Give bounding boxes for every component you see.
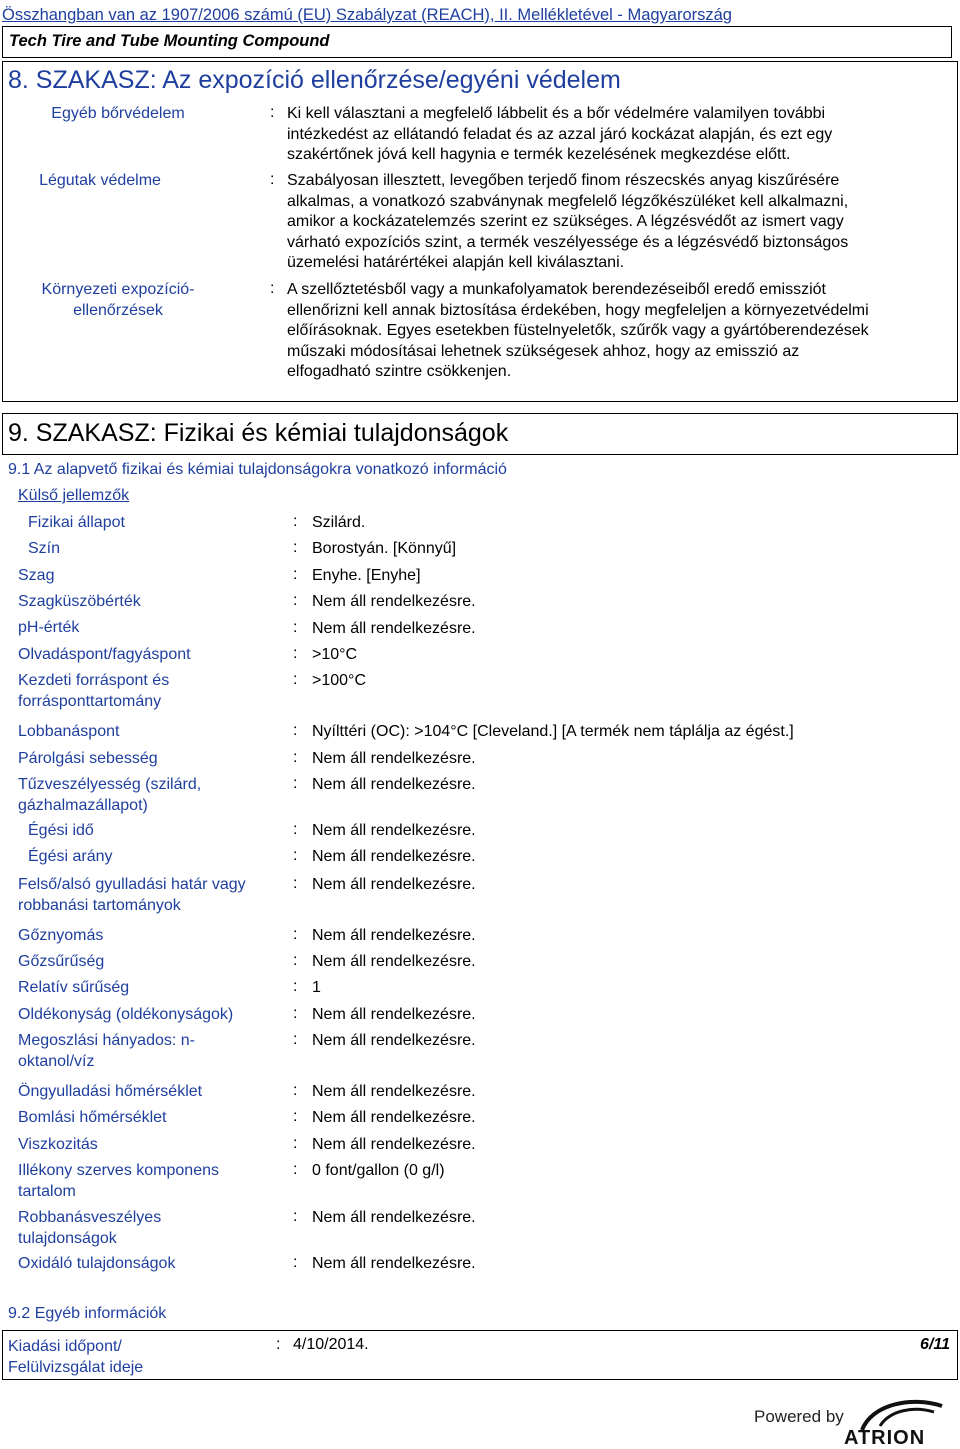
prop-value: 1 <box>312 979 321 996</box>
footer-box <box>2 1330 958 1380</box>
section9-title: 9. SZAKASZ: Fizikai és kémiai tulajdonságok <box>8 419 509 447</box>
product-name-box <box>2 26 952 58</box>
prop-value: Nem áll rendelkezésre. <box>312 822 476 839</box>
respiratory-protection-label: Légutak védelme <box>39 172 161 189</box>
colon: : <box>276 1336 281 1353</box>
prop-label: Szag <box>18 567 55 584</box>
prop-label: Fizikai állapot <box>28 514 125 531</box>
section9-subheading: 9.1 Az alapvető fizikai és kémiai tulajdonságokra vonatkozó információ <box>8 461 507 478</box>
regulation-header: Összhangban van az 1907/2006 számú (EU) Szabályzat (REACH), II. Mellékletével - Magyarország <box>2 6 732 24</box>
colon: : <box>293 749 298 766</box>
colon: : <box>293 1254 298 1271</box>
prop-label: Megoszlási hányados: n-oktanol/víz <box>18 1032 195 1070</box>
prop-value: Nem áll rendelkezésre. <box>312 593 476 610</box>
prop-value: Nem áll rendelkezésre. <box>312 1006 476 1023</box>
colon: : <box>293 978 298 995</box>
prop-value: Nem áll rendelkezésre. <box>312 620 476 637</box>
prop-value: Nyílttéri (OC): >104°C [Cleveland.] [A termék nem táplálja az égést.] <box>312 723 794 740</box>
prop-label: Olvadáspont/fagyáspont <box>18 646 191 663</box>
colon: : <box>293 1208 298 1225</box>
prop-label: Öngyulladási hőmérséklet <box>18 1083 203 1100</box>
prop-label: Gőzsűrűség <box>18 953 105 970</box>
colon: : <box>293 1108 298 1125</box>
prop-value: Borostyán. [Könnyű] <box>312 540 457 557</box>
colon: : <box>293 952 298 969</box>
prop-label: pH-érték <box>18 619 80 636</box>
prop-value: Nem áll rendelkezésre. <box>312 927 476 944</box>
prop-label: Robbanásveszélyes tulajdonságok <box>18 1209 162 1247</box>
colon: : <box>293 722 298 739</box>
prop-label: Lobbanáspont <box>18 723 120 740</box>
brand-text: ATRION <box>844 1427 926 1446</box>
colon: : <box>293 513 298 530</box>
prop-label: Szagküszöbérték <box>18 593 141 610</box>
atrion-logo-icon <box>752 1396 958 1446</box>
colon: : <box>293 821 298 838</box>
prop-label: Égési arány <box>28 848 113 865</box>
prop-label: Bomlási hőmérséklet <box>18 1109 167 1126</box>
issue-date-label: Kiadási időpont/ Felülvizsgálat ideje <box>8 1338 144 1376</box>
appearance-heading: Külső jellemzők <box>18 487 130 504</box>
skin-protection-label: Egyéb bőrvédelem <box>51 105 185 122</box>
prop-value: Nem áll rendelkezésre. <box>312 750 476 767</box>
prop-value: Nem áll rendelkezésre. <box>312 1255 476 1272</box>
colon: : <box>293 671 298 688</box>
colon: : <box>293 539 298 556</box>
colon: : <box>293 926 298 943</box>
prop-label: Oldékonyság (oldékonyságok) <box>18 1006 234 1023</box>
prop-label: Kezdeti forráspont és forrásponttartomány <box>18 672 170 710</box>
colon: : <box>293 875 298 892</box>
prop-label: Viszkozitás <box>18 1136 98 1153</box>
prop-label: Szín <box>28 540 61 557</box>
prop-value: Szilárd. <box>312 514 366 531</box>
prop-value: Nem áll rendelkezésre. <box>312 1209 476 1226</box>
colon: : <box>293 847 298 864</box>
prop-value: Nem áll rendelkezésre. <box>312 1083 476 1100</box>
colon: : <box>293 592 298 609</box>
prop-value: Nem áll rendelkezésre. <box>312 776 476 793</box>
prop-label: Párolgási sebesség <box>18 750 158 767</box>
skin-protection-text: Ki kell választani a megfelelő lábbelit és a bőr védelmére valamilyen további intézkedést az ellátandó feladat és az azzal járó kockázat alapján, és ezt egy szakértőnek jóvá kell hagynia e termék kezelésének megkezdése előtt. <box>287 105 833 163</box>
colon: : <box>293 1161 298 1178</box>
prop-value: Nem áll rendelkezésre. <box>312 1109 476 1126</box>
prop-label: Illékony szerves komponens tartalom <box>18 1162 219 1200</box>
product-name: Tech Tire and Tube Mounting Compound <box>9 32 330 50</box>
respiratory-protection-text: Szabályosan illesztett, levegőben terjedő finom részecskés anyag kiszűrésére alkalmas, a vonatkozó szabványnak megfelelő légzőkészüléket kell alkalmazni, amikor a kockázatelemzés szerint ez szükséges. A légzésvédőt az ismert vagy várható expozíciós szint, a termék veszélyessége és a légzésvédő biztonságos üzemelési határértékei alapján kell kiválasztani. <box>287 172 849 271</box>
colon: : <box>293 645 298 662</box>
prop-value: >10°C <box>312 646 358 663</box>
colon: : <box>293 1135 298 1152</box>
prop-value: 0 font/gallon (0 g/l) <box>312 1162 445 1179</box>
colon: : <box>293 566 298 583</box>
issue-date-value: 4/10/2014. <box>293 1336 369 1353</box>
colon: : <box>270 104 275 121</box>
powered-by-text: Powered by <box>754 1407 844 1426</box>
prop-value: Nem áll rendelkezésre. <box>312 876 476 893</box>
prop-value: Nem áll rendelkezésre. <box>312 1136 476 1153</box>
colon: : <box>270 171 275 188</box>
prop-label: Relatív sűrűség <box>18 979 130 996</box>
colon: : <box>293 1031 298 1048</box>
colon: : <box>293 619 298 636</box>
prop-value: Nem áll rendelkezésre. <box>312 1032 476 1049</box>
colon: : <box>270 280 275 297</box>
prop-label: Égési idő <box>28 822 94 839</box>
prop-label: Tűzveszélyesség (szilárd, gázhalmazállapot) <box>18 776 202 814</box>
other-info-heading: 9.2 Egyéb információk <box>8 1305 167 1322</box>
prop-label: Felső/alsó gyulladási határ vagy robbanási tartományok <box>18 876 246 914</box>
colon: : <box>293 1082 298 1099</box>
prop-value: Enyhe. [Enyhe] <box>312 567 421 584</box>
colon: : <box>293 1005 298 1022</box>
prop-label: Oxidáló tulajdonságok <box>18 1255 176 1272</box>
environmental-exposure-text: A szellőztetésből vagy a munkafolyamatok berendezéseiből eredő emissziót ellenőrizni kell annak biztosítása érdekében, hogy megfeleljen a környezetvédelmi előírásoknak. Egyes esetekben füstelnyeletők, szűrők vagy a gyártóberendezések műszaki módosításai lehetnek szükségesek ahhoz, hogy az emisszió az elfogadható szintre csökkenjen. <box>287 281 869 380</box>
prop-value: Nem áll rendelkezésre. <box>312 953 476 970</box>
page-number: 6/11 <box>920 1336 950 1353</box>
prop-value: Nem áll rendelkezésre. <box>312 848 476 865</box>
prop-label: Gőznyomás <box>18 927 104 944</box>
prop-value: >100°C <box>312 672 366 689</box>
environmental-exposure-label: Környezeti expozíció- ellenőrzések <box>41 281 195 319</box>
colon: : <box>293 775 298 792</box>
section8-title: 8. SZAKASZ: Az expozíció ellenőrzése/egyéni védelem <box>8 66 621 94</box>
